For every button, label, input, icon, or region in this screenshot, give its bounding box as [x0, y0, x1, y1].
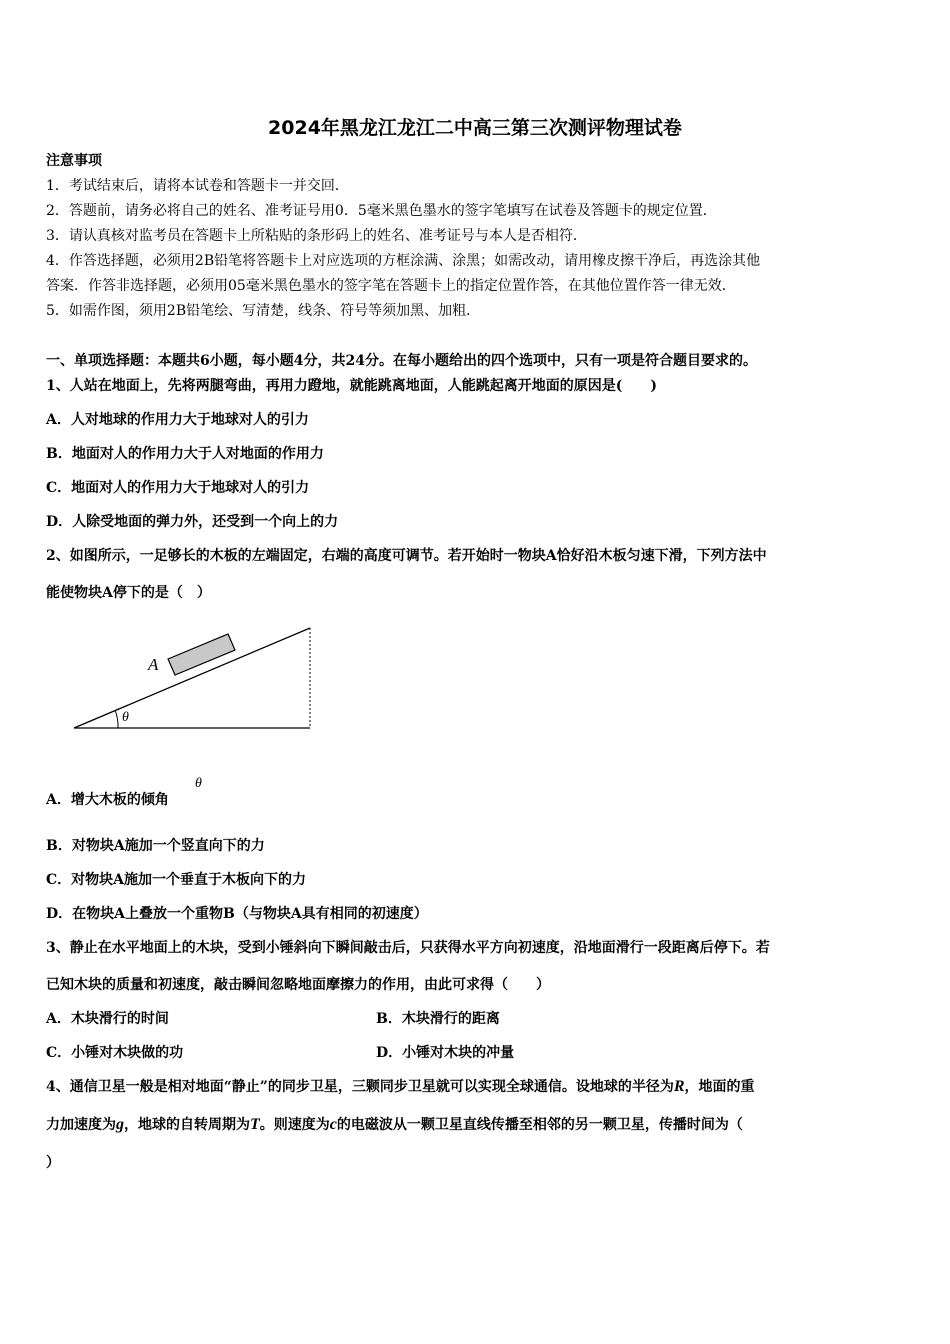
q4-text: 4、通信卫星一般是相对地面“静止”的同步卫星，三颗同步卫星就可以实现全球通信。设地球的半径为	[46, 1079, 674, 1095]
q3-stem-line1: 3、静止在水平地面上的木块，受到小锤斜向下瞬间敲击后，只获得水平方向初速度，沿地面滑行一段距离后停下。若	[46, 940, 770, 956]
q1-option-d: D．人除受地面的弹力外，还受到一个向上的力	[46, 514, 339, 530]
q1-option-a: A．人对地球的作用力大于地球对人的引力	[46, 412, 309, 428]
q4-stem-line3: ）	[46, 1155, 60, 1171]
q4-text: ，地球的自转周期为	[124, 1117, 250, 1133]
q3-option-a: A．木块滑行的时间	[46, 1011, 169, 1027]
symbol-r: R	[673, 1078, 685, 1095]
q2-option-d: D．在物块A上叠放一个重物B（与物块A具有相同的初速度）	[46, 906, 428, 922]
block-a-shape	[168, 634, 235, 675]
angle-label: θ	[122, 710, 129, 725]
q3-option-b: B．木块滑行的距离	[376, 1011, 500, 1027]
q4-text: 力加速度为	[46, 1117, 116, 1133]
note-item: 答案．作答非选择题，必须用05毫米黑色墨水的签字笔在答题卡上的指定位置作答，在其他位置作答一律无效．	[46, 278, 736, 294]
symbol-g: g	[116, 1116, 124, 1133]
note-item: 1．考试结束后，请将本试卷和答题卡一并交回．	[46, 178, 349, 194]
q1-option-b: B．地面对人的作用力大于人对地面的作用力	[46, 446, 324, 462]
note-item: 4．作答选择题，必须用2B铅笔将答题卡上对应选项的方框涂满、涂黑；如需改动，请用橡皮擦干净后，再选涂其他	[46, 253, 761, 269]
q3-stem-line2: 已知木块的质量和初速度，敲击瞬间忽略地面摩擦力的作用，由此可求得（ ）	[46, 977, 550, 993]
q4-stem-line2	[46, 1115, 743, 1135]
theta-symbol: θ	[195, 776, 202, 791]
q2-stem-line1: 2、如图所示，一足够长的木板的左端固定，右端的高度可调节。若开始时一物块A恰好沿木板匀速下滑，下列方法中	[46, 548, 767, 564]
q2-option-b: B．对物块A施加一个竖直向下的力	[46, 838, 265, 854]
q2-option-c: C．对物块A施加一个垂直于木板向下的力	[46, 872, 307, 888]
q4-text: ，地面的重	[684, 1079, 755, 1095]
q2-stem-line2: 能使物块A停下的是（ ）	[46, 585, 211, 601]
q4-text: 。则速度为	[259, 1117, 330, 1133]
q1-option-c: C．地面对人的作用力大于地球对人的引力	[46, 480, 310, 496]
section-heading: 一、单项选择题：本题共6小题，每小题4分，共24分。在每小题给出的四个选项中，只有一项是符合题目要求的。	[46, 353, 757, 369]
notes-heading: 注意事项	[46, 153, 102, 169]
q1-stem: 1、人站在地面上，先将两腿弯曲，再用力蹬地，就能跳离地面，人能跳起离开地面的原因是( )	[46, 378, 657, 394]
note-item: 2．答题前，请务必将自己的姓名、准考证号用0．5毫米黑色墨水的签字笔填写在试卷及答题卡的规定位置．	[46, 203, 717, 219]
q3-option-d: D．小锤对木块的冲量	[376, 1045, 515, 1061]
q4-stem-line1	[46, 1077, 755, 1097]
incline-figure	[66, 618, 326, 738]
q3-option-c: C．小锤对木块做的功	[46, 1045, 184, 1061]
block-label: A	[148, 655, 159, 674]
note-item: 5．如需作图，须用2B铅笔绘、写清楚，线条、符号等须加黑、加粗．	[46, 303, 481, 319]
q4-text: 的电磁波从一颗卫星直线传播至相邻的另一颗卫星，传播时间为（	[336, 1117, 743, 1133]
symbol-c: c	[329, 1116, 337, 1133]
q2-option-a: A．增大木板的倾角	[46, 792, 169, 808]
symbol-t: T	[250, 1116, 260, 1133]
note-item: 3．请认真核对监考员在答题卡上所粘贴的条形码上的姓名、准考证号与本人是否相符．	[46, 228, 587, 244]
page-title: 2024年黑龙江龙江二中高三第三次测评物理试卷	[268, 117, 682, 139]
